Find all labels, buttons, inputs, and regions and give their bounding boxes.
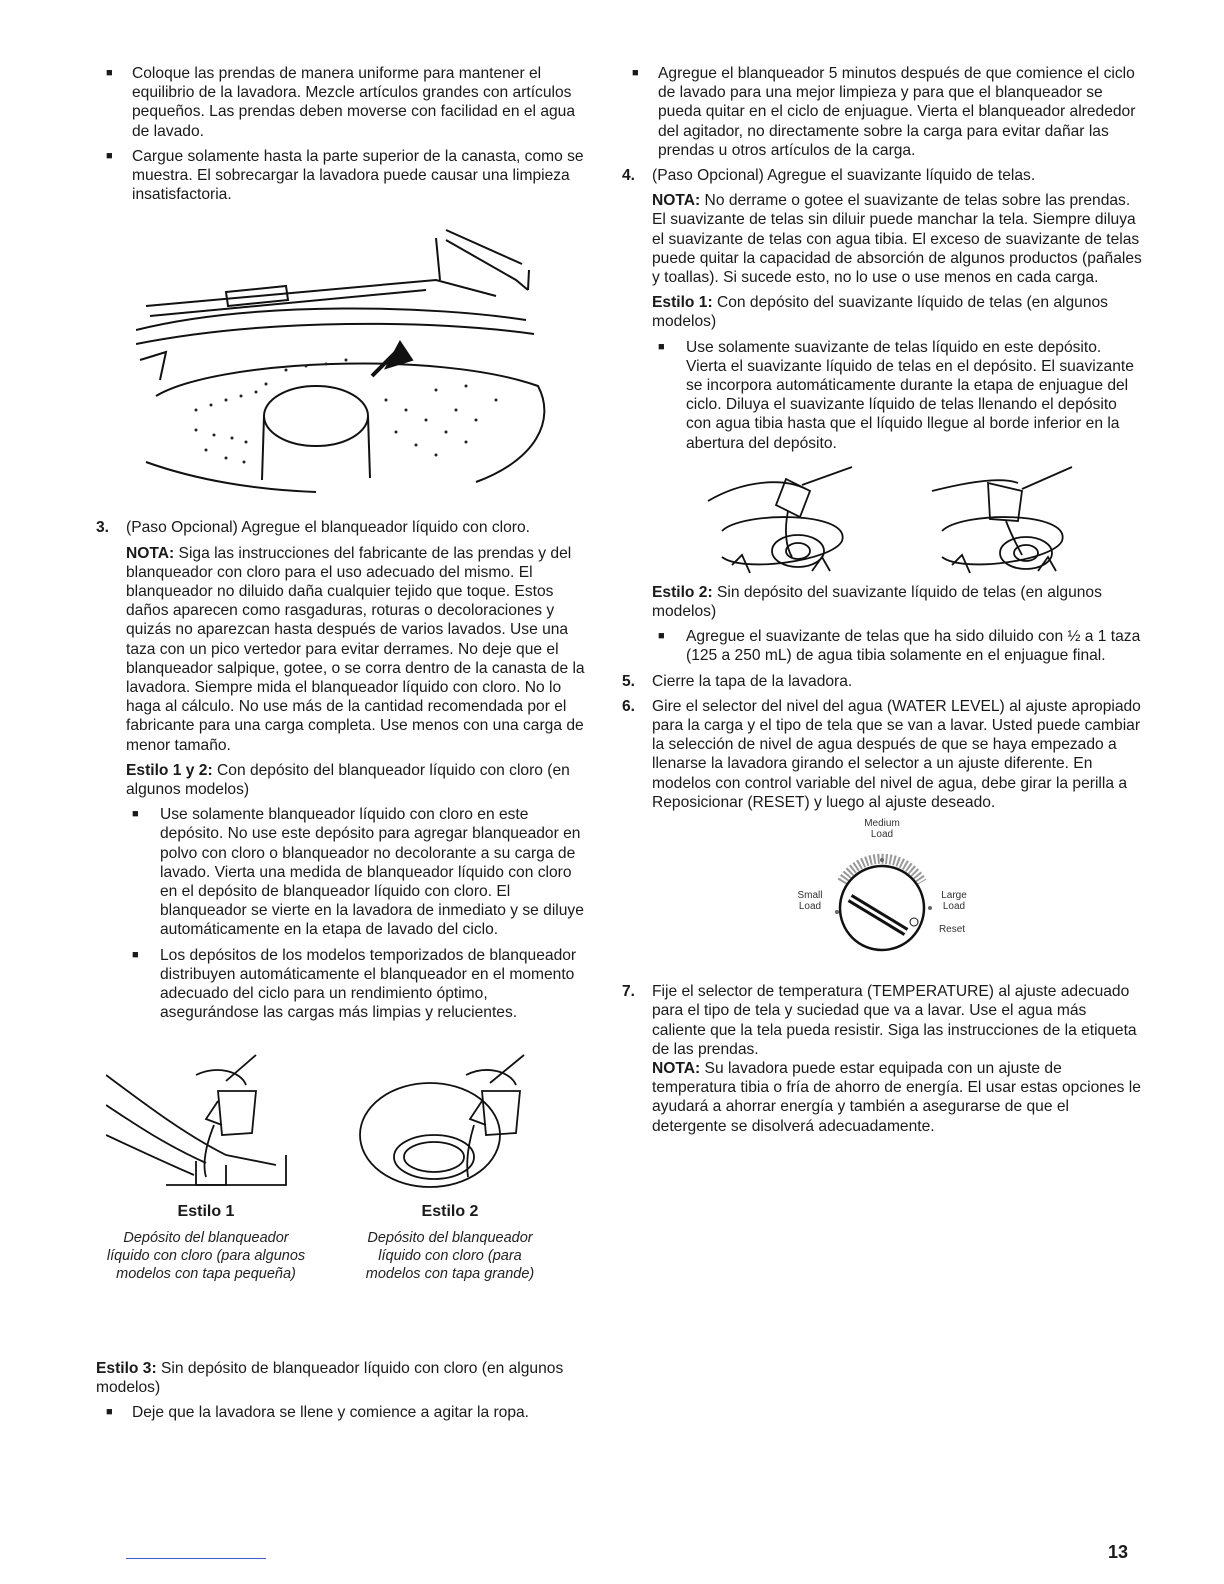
figure-style2 bbox=[350, 1045, 550, 1283]
step-3-style12-label: Estilo 1 y 2: bbox=[126, 761, 213, 779]
bullet-fill-agitate: ■ Deje que la lavadora se llene y comience a agitar la ropa. bbox=[96, 1403, 588, 1422]
bullet-load-top: ■ Cargue solamente hasta la parte superior de la canasta, como se muestra. El sobrecargar la lavadora puede causar una limpieza insatisfactoria. bbox=[96, 147, 588, 205]
dial-large-load-word: Load bbox=[942, 901, 966, 913]
dial-label-reset: Reset bbox=[938, 924, 966, 936]
bullet-diluted-softener: ■ Agregue el suavizante de telas que ha sido diluido con ½ a 1 taza (125 a 250 mL) de agua tibia solamente en el enjuague final. bbox=[622, 627, 1142, 665]
dial-label-medium bbox=[852, 818, 912, 840]
bullet-bleach-dispenser: ■ Use solamente blanqueador líquido con cloro en este depósito. No use este depósito para agregar blanqueador en polvo con cloro o blanqueador no decolorante a su carga de lavado. Vierta una medida de blanqueador líquido con cloro en el depósito de blanqueador líquido con cloro. El blanqueador se vierte en la lavadora de inmediato y se diluye automáticamente en la etapa de lavado del ciclo. bbox=[96, 805, 588, 939]
washer-basket-drawing bbox=[136, 210, 586, 500]
dial-small-word: Small bbox=[797, 890, 823, 902]
bullet-softener-dispenser: ■ Use solamente suavizante de telas líquido en este depósito. Vierta el suavizante líquido de telas en el depósito. El suavizante se incorpora automáticamente durante la etapa de enjuague del ciclo. Diluya el suavizante líquido de telas llenando el depósito con agua tibia hasta que el líquido llegue al borde inferior en la abertura del depósito. bbox=[622, 338, 1142, 453]
step-3-note-label: NOTA: bbox=[126, 544, 175, 562]
step-4-style2 bbox=[622, 583, 1142, 621]
page-number: 13 bbox=[1108, 1542, 1129, 1562]
step-4-note-label: NOTA: bbox=[652, 192, 701, 210]
dial-medium-load-word: Load bbox=[870, 829, 894, 841]
step-3-style12 bbox=[96, 761, 588, 799]
step-4-style1 bbox=[622, 293, 1142, 331]
step-7-note-label: NOTA: bbox=[652, 1059, 701, 1077]
dial-medium-word: Medium bbox=[864, 818, 900, 830]
step-4-note-text: No derrame o gotee el suavizante de telas sobre las prendas. El suavizante de telas sin diluir puede manchar la tela. Siempre diluya el suavizante de telas con agua tibia. El exceso de suavizante de telas puede quitar la capacidad de absorción de algunos productos (pañales y toallas). Si sucede esto, no lo use o use menos en cada carga. bbox=[652, 192, 1142, 287]
pouring-bleach-style2-drawing bbox=[350, 1045, 550, 1195]
figure-style1-title: Estilo 1 bbox=[177, 1202, 235, 1220]
step-6-number: 6. bbox=[622, 697, 636, 715]
step-3-style12-text: Con depósito del blanqueador líquido con cloro (en algunos modelos) bbox=[126, 761, 570, 799]
step-5-number: 5. bbox=[622, 672, 636, 690]
step-7 bbox=[622, 982, 1142, 1059]
style3-label: Estilo 3: bbox=[96, 1359, 157, 1377]
footer-rule bbox=[126, 1558, 266, 1559]
dial-small-load-word: Load bbox=[798, 901, 822, 913]
dial-large-word: Large bbox=[941, 890, 967, 902]
step-6 bbox=[622, 697, 1142, 812]
step-7-text: Fije el selector de temperatura (TEMPERATURE) al ajuste adecuado para el tipo de tela y suciedad que va a lavar. Use el agua más caliente que la tela pueda resistir. Siga las instrucciones de la etiqueta de las prendas. bbox=[652, 983, 1137, 1058]
step-4-style1-label: Estilo 1: bbox=[652, 294, 713, 312]
figure-style1-caption: Depósito del blanqueador líquido con cloro (para algunos modelos con tapa pequeña) bbox=[106, 1229, 306, 1282]
bleach-figures bbox=[96, 1045, 588, 1335]
figure-style2-caption: Depósito del blanqueador líquido con cloro (para modelos con tapa grande) bbox=[365, 1229, 535, 1282]
step-4-style2-label: Estilo 2: bbox=[652, 583, 713, 601]
softener-figures bbox=[622, 461, 1142, 577]
step-4-text: (Paso Opcional) Agregue el suavizante líquido de telas. bbox=[652, 167, 1036, 185]
step-3-note-text: Siga las instrucciones del fabricante de las prendas y del blanqueador con cloro para el uso adecuado del mismo. El blanqueador no diluido daña cualquier tejido que toque. Estos daños aparecen como rasgaduras, roturas o decoloraciones y quizás no aparezcan hasta después de varios lavados. Use una taza con un pico vertedor para evitar derrames. No deje que el blanqueador salpique, gotee, o se corra dentro de la canasta de la lavadora. Siempre mida el blanqueador líquido con cloro. No lo haga al cálculo. No use más de la cantidad recomendada por el fabricante para una carga completa. Use menos con una carga de menor tamaño. bbox=[126, 544, 585, 754]
bullet-timed-dispenser: ■ Los depósitos de los modelos temporizados de blanqueador distribuyen automáticamente el blanqueador en el momento adecuado del ciclo para un rendimiento óptimo, asegurándose las cargas más limpias y relucientes. bbox=[96, 946, 588, 1023]
dial-knob bbox=[822, 842, 942, 962]
step-7-note-text: Su lavadora puede estar equipada con un ajuste de temperatura tibia o fría de ahorro de energía. El usar estas opciones le ayudará a ahorrar energía y también a asegurarse de que el detergente se disolverá adecuadamente. bbox=[652, 1059, 1141, 1135]
softener-pour-drawing-2 bbox=[922, 461, 1082, 577]
step-6-text: Gire el selector del nivel del agua (WATER LEVEL) al ajuste apropiado para la carga y el tipo de tela que se van a lavar. Usted puede cambiar la selección de nivel de agua después de que se haya empezado a llenarse la lavadora girando el selector a un ajuste diferente. En modelos con control variable del nivel de agua, debe girar la perilla a Reposicionar (RESET) y luego al ajuste deseado. bbox=[652, 697, 1141, 811]
pouring-bleach-style1-drawing bbox=[106, 1045, 306, 1195]
step-4 bbox=[622, 166, 1142, 185]
washer-basket-illustration bbox=[136, 210, 586, 500]
step-4-style2-text: Sin depósito del suavizante líquido de telas (en algunos modelos) bbox=[652, 583, 1102, 621]
softener-pour-drawing-1 bbox=[702, 461, 862, 577]
right-column bbox=[622, 64, 1142, 1142]
step-4-note bbox=[622, 191, 1142, 287]
step-5 bbox=[622, 672, 1142, 691]
figure-style2-title: Estilo 2 bbox=[421, 1202, 479, 1220]
step-5-text: Cierre la tapa de la lavadora. bbox=[652, 672, 853, 690]
bullet-add-bleach-timing: ■ Agregue el blanqueador 5 minutos después de que comience el ciclo de lavado para una mejor limpieza y para que el blanqueador se pueda quitar en el ciclo de enjuague. Vierta el blanqueador alrededor del agitador, no directamente sobre la carga para evitar dañar las prendas u otros artículos de la carga. bbox=[622, 64, 1142, 160]
style3-text: Sin depósito de blanqueador líquido con cloro (en algunos modelos) bbox=[96, 1359, 564, 1396]
step-7-number: 7. bbox=[622, 983, 636, 1001]
step-3-number: 3. bbox=[96, 519, 110, 537]
step-3-note bbox=[96, 544, 588, 755]
figure-style1 bbox=[106, 1045, 306, 1283]
step-4-number: 4. bbox=[622, 167, 636, 185]
step-4-style1-text: Con depósito del suavizante líquido de telas (en algunos modelos) bbox=[652, 294, 1108, 331]
step-3 bbox=[96, 518, 588, 537]
style3-paragraph bbox=[96, 1359, 588, 1397]
step-7-note bbox=[622, 1059, 1142, 1136]
bullet-even-load: ■ Coloque las prendas de manera uniforme para mantener el equilibrio de la lavadora. Mezcle artículos grandes con artículos pequeños. Las prendas deben moverse con facilidad en el agua de lavado. bbox=[96, 64, 588, 141]
left-column bbox=[96, 64, 588, 1428]
step-3-text: (Paso Opcional) Agregue el blanqueador líquido con cloro. bbox=[126, 519, 530, 537]
water-level-dial bbox=[622, 818, 1142, 968]
